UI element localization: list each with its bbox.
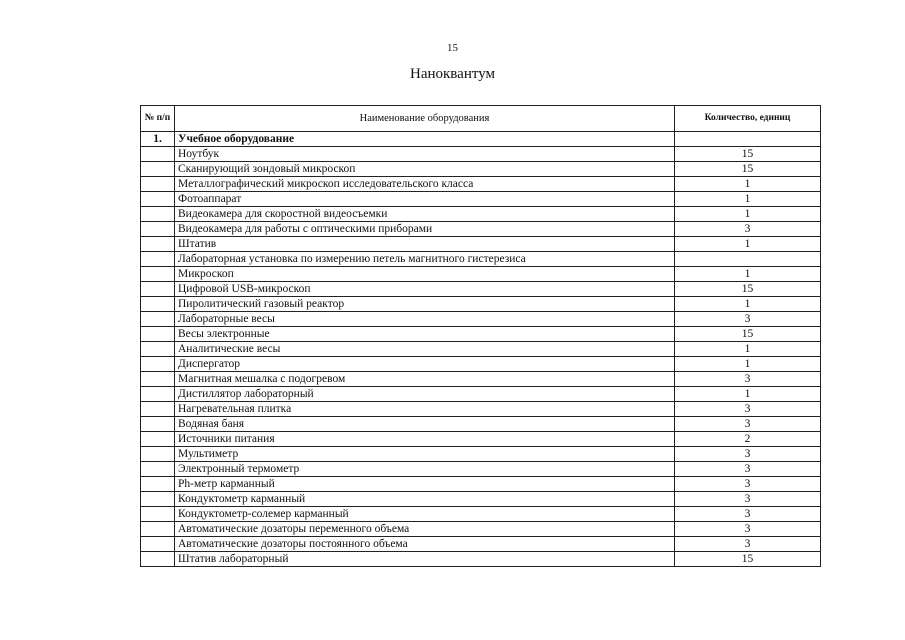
row-num-cell	[141, 537, 175, 552]
section-name: Учебное оборудование	[175, 132, 675, 147]
equipment-name: Весы электронные	[175, 327, 675, 342]
row-num-cell	[141, 357, 175, 372]
table-row	[141, 252, 821, 267]
equipment-name: Фотоаппарат	[175, 192, 675, 207]
equipment-quantity: 3	[675, 222, 821, 237]
equipment-name: Штатив	[175, 237, 675, 252]
row-num-cell	[141, 432, 175, 447]
table-row	[141, 402, 821, 417]
equipment-quantity: 3	[675, 462, 821, 477]
section-num: 1.	[141, 132, 175, 147]
table-row	[141, 282, 821, 297]
equipment-name: Цифровой USB-микроскоп	[175, 282, 675, 297]
table-row	[141, 417, 821, 432]
equipment-quantity	[675, 252, 821, 267]
equipment-quantity: 3	[675, 522, 821, 537]
table-row	[141, 522, 821, 537]
equipment-quantity: 15	[675, 552, 821, 567]
table-row	[141, 147, 821, 162]
table-row	[141, 552, 821, 567]
row-num-cell	[141, 327, 175, 342]
equipment-quantity: 1	[675, 357, 821, 372]
equipment-quantity: 15	[675, 147, 821, 162]
table-header-row	[141, 106, 821, 132]
equipment-quantity: 15	[675, 327, 821, 342]
table-row	[141, 222, 821, 237]
row-num-cell	[141, 492, 175, 507]
section-qty	[675, 132, 821, 147]
table-row	[141, 537, 821, 552]
table-row	[141, 297, 821, 312]
equipment-name: Электронный термометр	[175, 462, 675, 477]
table-row	[141, 477, 821, 492]
equipment-name: Кондуктометр-солемер карманный	[175, 507, 675, 522]
table-row	[141, 207, 821, 222]
table-row	[141, 387, 821, 402]
row-num-cell	[141, 222, 175, 237]
equipment-name: Штатив лабораторный	[175, 552, 675, 567]
row-num-cell	[141, 342, 175, 357]
table-row	[141, 357, 821, 372]
equipment-name: Ph-метр карманный	[175, 477, 675, 492]
equipment-name: Металлографический микроскоп исследовательского класса	[175, 177, 675, 192]
table-row	[141, 432, 821, 447]
table-row	[141, 372, 821, 387]
equipment-name: Кондуктометр карманный	[175, 492, 675, 507]
row-num-cell	[141, 192, 175, 207]
header-name: Наименование оборудования	[175, 106, 675, 132]
equipment-name: Пиролитический газовый реактор	[175, 297, 675, 312]
row-num-cell	[141, 522, 175, 537]
equipment-name: Микроскоп	[175, 267, 675, 282]
equipment-quantity: 3	[675, 372, 821, 387]
row-num-cell	[141, 372, 175, 387]
table-row	[141, 342, 821, 357]
equipment-name: Источники питания	[175, 432, 675, 447]
equipment-name: Аналитические весы	[175, 342, 675, 357]
equipment-name: Магнитная мешалка с подогревом	[175, 372, 675, 387]
equipment-quantity: 1	[675, 237, 821, 252]
equipment-name: Мультиметр	[175, 447, 675, 462]
table-row	[141, 447, 821, 462]
equipment-name: Лабораторная установка по измерению петель магнитного гистерезиса	[175, 252, 675, 267]
row-num-cell	[141, 177, 175, 192]
table-row	[141, 177, 821, 192]
equipment-quantity: 3	[675, 417, 821, 432]
row-num-cell	[141, 387, 175, 402]
row-num-cell	[141, 477, 175, 492]
table-row	[141, 492, 821, 507]
equipment-quantity: 1	[675, 387, 821, 402]
row-num-cell	[141, 147, 175, 162]
equipment-name: Дистиллятор лабораторный	[175, 387, 675, 402]
equipment-quantity: 3	[675, 537, 821, 552]
equipment-name: Автоматические дозаторы переменного объема	[175, 522, 675, 537]
equipment-name: Видеокамера для работы с оптическими приборами	[175, 222, 675, 237]
row-num-cell	[141, 282, 175, 297]
equipment-quantity: 1	[675, 342, 821, 357]
row-num-cell	[141, 462, 175, 477]
row-num-cell	[141, 552, 175, 567]
row-num-cell	[141, 402, 175, 417]
equipment-name: Сканирующий зондовый микроскоп	[175, 162, 675, 177]
table-row	[141, 327, 821, 342]
table-row	[141, 312, 821, 327]
equipment-name: Лабораторные весы	[175, 312, 675, 327]
table-row	[141, 192, 821, 207]
equipment-quantity: 3	[675, 507, 821, 522]
row-num-cell	[141, 297, 175, 312]
section-row	[141, 132, 821, 147]
equipment-quantity: 3	[675, 492, 821, 507]
row-num-cell	[141, 207, 175, 222]
table-row	[141, 507, 821, 522]
table-row	[141, 462, 821, 477]
equipment-quantity: 3	[675, 447, 821, 462]
equipment-name: Видеокамера для скоростной видеосъемки	[175, 207, 675, 222]
equipment-name: Ноутбук	[175, 147, 675, 162]
row-num-cell	[141, 507, 175, 522]
equipment-quantity: 1	[675, 192, 821, 207]
equipment-quantity: 3	[675, 312, 821, 327]
equipment-name: Автоматические дозаторы постоянного объема	[175, 537, 675, 552]
equipment-name: Диспергатор	[175, 357, 675, 372]
table-row	[141, 267, 821, 282]
row-num-cell	[141, 162, 175, 177]
equipment-table	[140, 105, 821, 567]
table-row	[141, 237, 821, 252]
row-num-cell	[141, 252, 175, 267]
equipment-quantity: 1	[675, 267, 821, 282]
header-qty: Количество, единиц	[675, 106, 821, 132]
equipment-quantity: 1	[675, 207, 821, 222]
equipment-quantity: 3	[675, 402, 821, 417]
equipment-quantity: 3	[675, 477, 821, 492]
equipment-name: Нагревательная плитка	[175, 402, 675, 417]
table-row	[141, 162, 821, 177]
equipment-quantity: 2	[675, 432, 821, 447]
row-num-cell	[141, 237, 175, 252]
row-num-cell	[141, 312, 175, 327]
row-num-cell	[141, 417, 175, 432]
header-num: № п/п	[141, 106, 175, 132]
equipment-quantity: 15	[675, 162, 821, 177]
row-num-cell	[141, 267, 175, 282]
page-number: 15	[447, 42, 458, 54]
equipment-quantity: 15	[675, 282, 821, 297]
equipment-quantity: 1	[675, 297, 821, 312]
table-body	[141, 132, 821, 567]
equipment-name: Водяная баня	[175, 417, 675, 432]
page-title: Наноквантум	[409, 66, 496, 82]
equipment-quantity: 1	[675, 177, 821, 192]
row-num-cell	[141, 447, 175, 462]
